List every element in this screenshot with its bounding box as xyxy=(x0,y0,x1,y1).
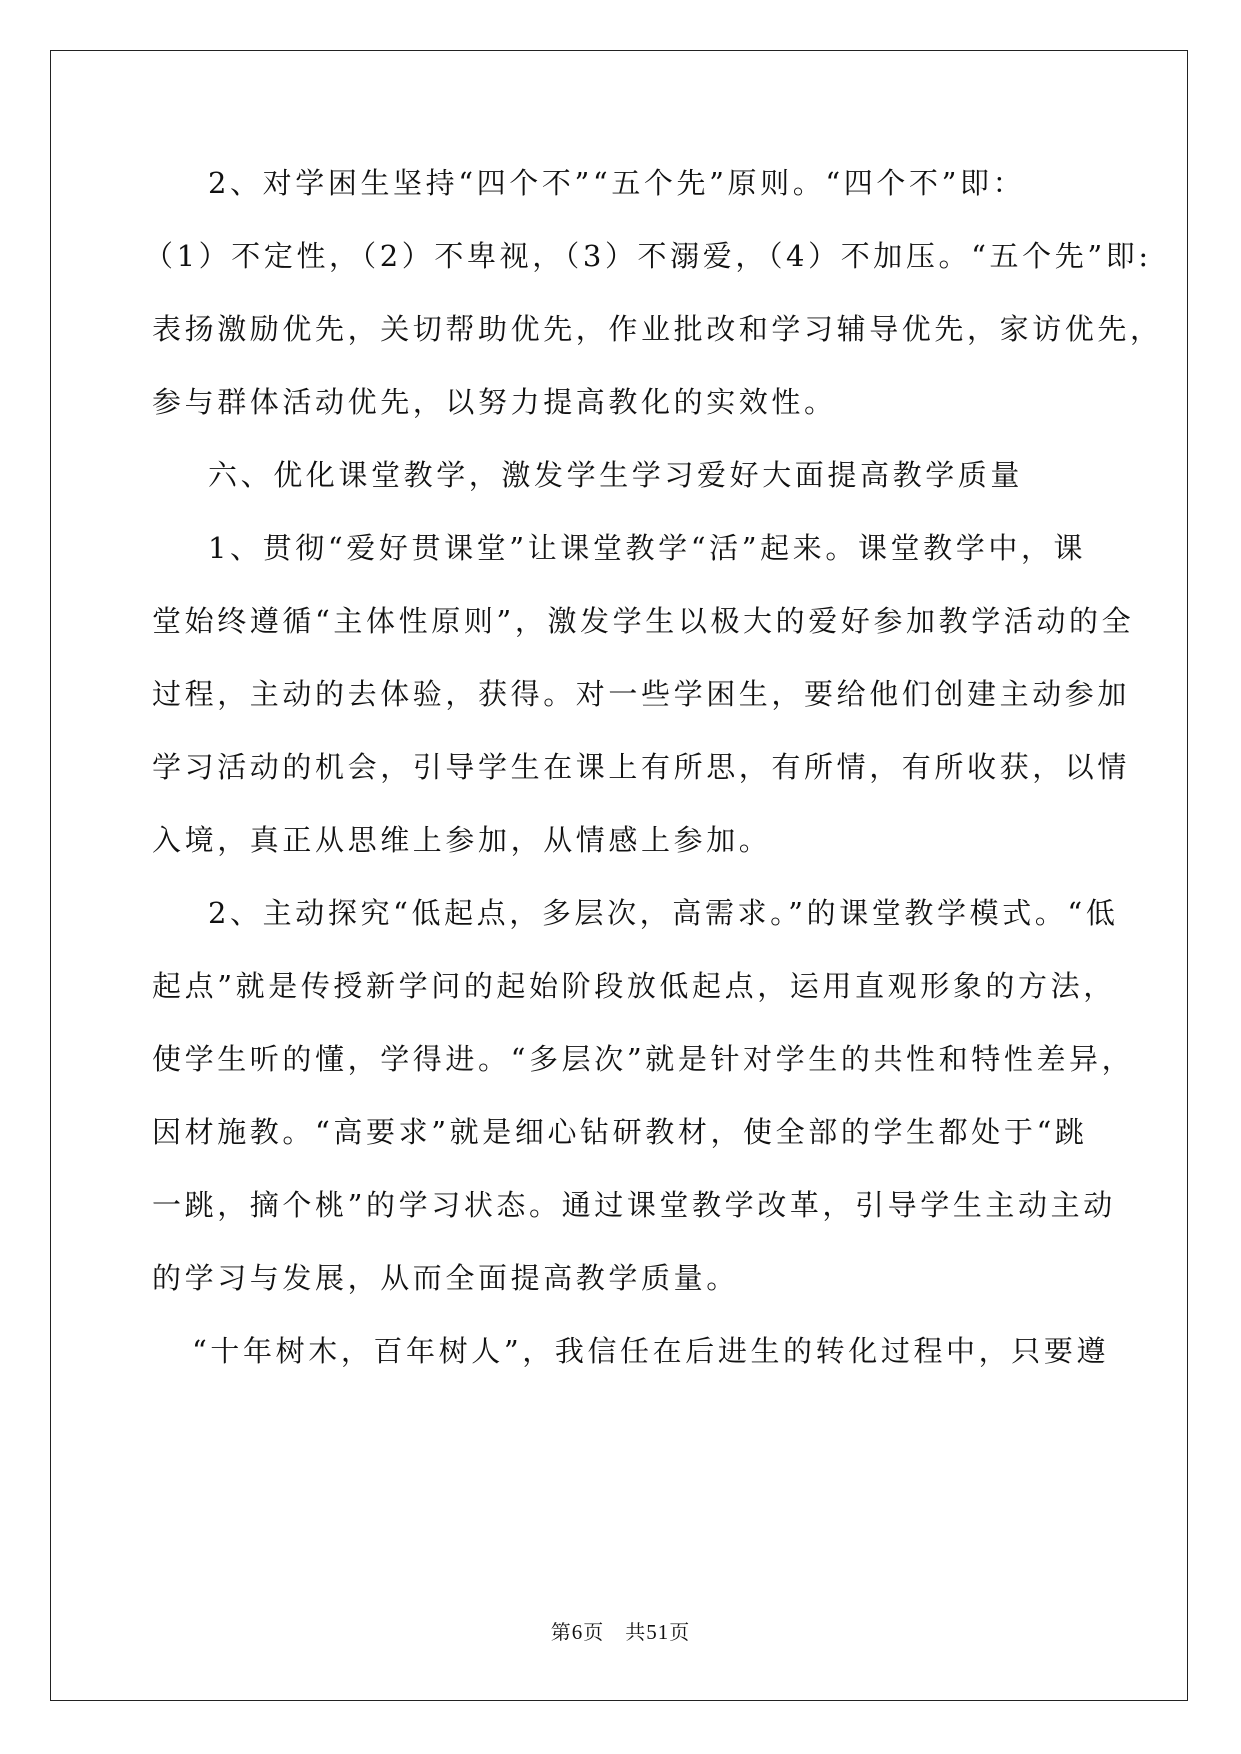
text-line-12: 起点”就是传授新学问的起始阶段放低起点，运用直观形象的方法， xyxy=(152,969,1116,1003)
page-suffix: 页 xyxy=(669,1620,691,1644)
page-border xyxy=(50,50,1188,1701)
page-footer xyxy=(0,1620,1241,1644)
text-line-17: “十年树木，百年树人”，我信任在后进生的转化过程中，只要遵 xyxy=(192,1334,1110,1368)
text-line-8: 过程，主动的去体验，获得。对一些学困生，要给他们创建主动参加 xyxy=(152,677,1131,711)
text-line-4: 参与群体活动优先，以努力提高教化的实效性。 xyxy=(152,385,837,419)
section-heading: 六、优化课堂教学，激发学生学习爱好大面提高教学质量 xyxy=(208,458,1024,492)
page-total: 51 xyxy=(646,1620,670,1644)
text-line-3: 表扬激励优先，关切帮助优先，作业批改和学习辅导优先，家访优先， xyxy=(152,312,1163,346)
text-line-15: 一跳，摘个桃”的学习状态。通过课堂教学改革，引导学生主动主动 xyxy=(152,1188,1116,1222)
page-current: 6 xyxy=(571,1620,584,1644)
text-line-13: 使学生听的懂，学得进。“多层次”就是针对学生的共性和特性差异， xyxy=(152,1042,1135,1076)
text-line-10: 入境，真正从思维上参加，从情感上参加。 xyxy=(152,823,772,857)
text-line-14: 因材施教。“高要求”就是细心钻研教材，使全部的学生都处于“跳 xyxy=(152,1115,1088,1149)
page-prefix: 第 xyxy=(550,1620,572,1644)
page-mid: 页 共 xyxy=(583,1620,647,1644)
text-line-1: 2、对学困生坚持“四个不”“五个先”原则。“四个不”即： xyxy=(208,166,1026,200)
text-line-9: 学习活动的机会，引导学生在课上有所思，有所情，有所收获，以情 xyxy=(152,750,1131,784)
text-line-16: 的学习与发展，从而全面提高教学质量。 xyxy=(152,1261,739,1295)
text-line-11: 2、主动探究“低起点，多层次，高需求。”的课堂教学模式。“低 xyxy=(208,896,1119,930)
text-line-7: 堂始终遵循“主体性原则”，激发学生以极大的爱好参加教学活动的全 xyxy=(152,604,1135,638)
text-line-2: （1）不定性，（2）不卑视，（3）不溺爱，（4）不加压。“五个先”即: xyxy=(144,239,1152,273)
text-line-6: 1、贯彻“爱好贯课堂”让课堂教学“活”起来。课堂教学中，课 xyxy=(208,531,1087,565)
